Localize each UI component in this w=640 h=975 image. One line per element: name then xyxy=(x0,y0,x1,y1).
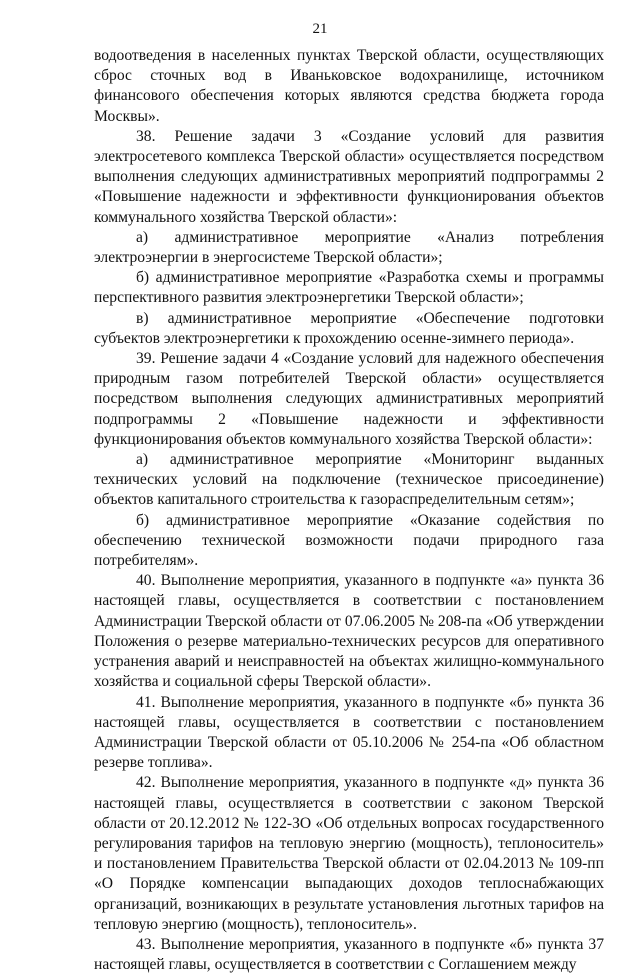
document-body xyxy=(94,46,604,975)
paragraph-42: 42. Выполнение мероприятия, указанного в подпункте «д» пункта 36 настоящей главы, осуществляется в соответствии с законом Тверской области от 20.12.2012 № 122-ЗО «Об отдельных вопросах государственного регулирования тарифов на тепловую энергию (мощность), теплоноситель» и постановлением Правительства Тверской области от 02.04.2013 № 109-пп «О Порядке компенсации выпадающих доходов теплоснабжающих организаций, возникающих в результате установления льготных тарифов на тепловую энергию (мощность), теплоноситель». xyxy=(94,774,604,933)
paragraph-continued-sewerage: водоотведения в населенных пунктах Тверской области, осуществляющих сброс сточных вод в Иваньковское водохранилище, источником финансового обеспечения которых являются средства бюджета города Москвы». xyxy=(94,47,604,125)
paragraph-38: 38. Решение задачи 3 «Создание условий для развития электросетевого комплекса Тверской области» осуществляется посредством выполнения следующих административных мероприятий подпрограммы 2 «Повышение надежности и эффективности функционирования объектов коммунального хозяйства Тверской области»: xyxy=(94,127,604,226)
paragraph-38-v: в) административное мероприятие «Обеспечение подготовки субъектов электроэнергетики к прохождению осенне-зимнего периода». xyxy=(94,309,604,347)
paragraph-38-b: б) административное мероприятие «Разработка схемы и программы перспективного развития электроэнергетики Тверской области»; xyxy=(94,269,604,307)
paragraph-39-b: б) административное мероприятие «Оказание содействия по обеспечению технической возможности подачи природного газа потребителям». xyxy=(94,511,604,570)
paragraph-41: 41. Выполнение мероприятия, указанного в подпункте «б» пункта 36 настоящей главы, осуществляется в соответствии с постановлением Администрации Тверской области от 05.10.2006 № 254-па «Об областном резерве топлива». xyxy=(94,693,604,772)
paragraph-39: 39. Решение задачи 4 «Создание условий для надежного обеспечения природным газом потребителей Тверской области» осуществляется посредством выполнения следующих административных мероприятий подпрограммы 2 «Повышение надежности и эффективности функционирования объектов коммунального хозяйства Тверской области»: xyxy=(94,350,604,448)
paragraph-43: 43. Выполнение мероприятия, указанного в подпункте «б» пункта 37 настоящей главы, осуществляется в соответствии с Соглашением между xyxy=(94,935,604,974)
paragraph-39-a: а) административное мероприятие «Мониторинг выданных технических условий на подключение (техническое присоединение) объектов капитального строительства к газораспределительным сетям»; xyxy=(94,451,604,509)
paragraph-38-a: а) административное мероприятие «Анализ потребления электроэнергии в энергосистеме Тверской области»; xyxy=(94,228,604,267)
page-number: 21 xyxy=(312,21,328,37)
paragraph-40: 40. Выполнение мероприятия, указанного в подпункте «а» пункта 36 настоящей главы, осуществляется в соответствии с постановлением Администрации Тверской области от 07.06.2005 № 208-па «Об утверждении Положения о резерве материально-технических ресурсов для оперативного устранения аварий и неисправностей на объектах жилищно-коммунального хозяйства и социальной сферы Тверской области». xyxy=(94,572,604,691)
